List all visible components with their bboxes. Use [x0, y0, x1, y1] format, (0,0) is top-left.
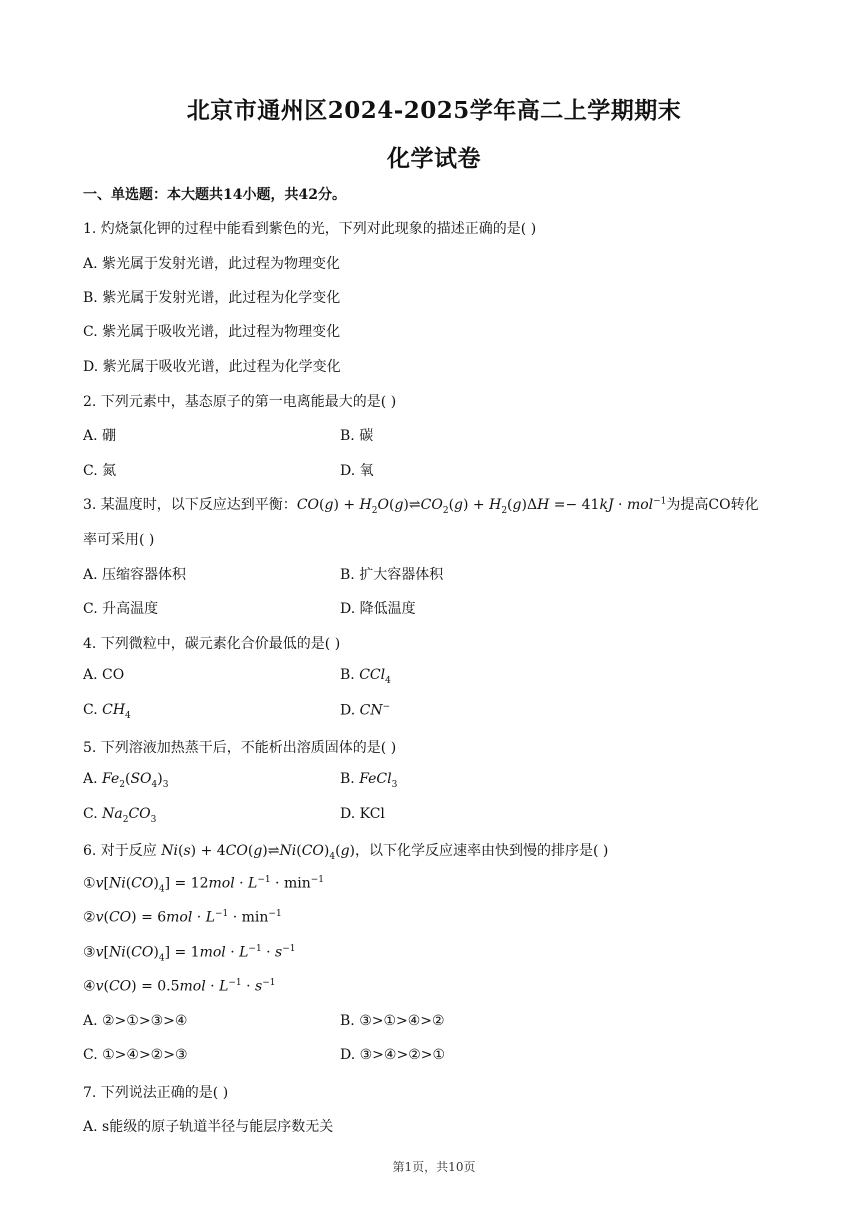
question-1-option-b: B. 紫光属于发射光谱，此过程为化学变化 [83, 290, 341, 306]
question-5-stem: 5. 下列溶液加热蒸干后，不能析出溶质固体的是( ) [83, 740, 397, 756]
question-6-option-c: C. ①>④>②>③ [83, 1047, 188, 1063]
question-6-stem-prefix: 6. 对于反应 [83, 843, 157, 859]
section-heading: 一、单选题：本大题共14小题，共42分。 [83, 187, 346, 203]
question-4-option-c: C. $CH_4$ [83, 702, 131, 721]
question-2-option-d: D. 氧 [340, 463, 374, 479]
question-6-stem: 6. 对于反应 $Ni(s) + 4CO(g)\rightleftharpoons Ni(CO)_4(g)$，以下化学反应速率由快到慢的排序是( ) [83, 843, 609, 862]
question-6-option-a: A. ②>①>③>④ [83, 1013, 188, 1029]
question-3-option-d: D. 降低温度 [340, 601, 416, 617]
question-3-option-c: C. 升高温度 [83, 601, 159, 617]
question-5-option-c: C. $Na_2CO_3$ [83, 806, 157, 825]
page-footer: 第1页，共10页 [392, 1160, 476, 1174]
question-1-option-c: C. 紫光属于吸收光谱，此过程为物理变化 [83, 324, 341, 340]
question-3-equation: $CO(g) + H_2O(g)\rightleftharpoons CO_2(g) + H_2(g)\Delta H =- 41kJ \cdot mol^{-1}$ [296, 496, 667, 516]
question-4-stem: 4. 下列微粒中，碳元素化合价最低的是( ) [83, 636, 341, 652]
question-5-option-b: B. FeCl$_3$ [340, 771, 398, 790]
question-2-option-b: B. 碳 [340, 428, 374, 444]
question-1-option-a: A. 紫光属于发射光谱，此过程为物理变化 [83, 256, 341, 272]
question-2-option-c: C. 氮 [83, 463, 117, 479]
question-5-option-a: A. $Fe_2(SO_4)_3$ [83, 771, 169, 790]
question-6-stem-suffix: ，以下化学反应速率由快到慢的排序是( ) [355, 843, 609, 859]
question-4-option-c-label: C. [83, 702, 103, 718]
question-5-option-d: D. KCl [340, 806, 385, 822]
question-2-option-a: A. 硼 [83, 428, 117, 444]
rate-3-marker: ③ [83, 944, 96, 961]
question-3-stem-line2: 率可采用( ) [83, 532, 155, 548]
question-2-stem: 2. 下列元素中，基态原子的第一电离能最大的是( ) [83, 394, 397, 410]
question-5-option-c-label: C. [83, 806, 103, 822]
question-3-stem-prefix: 3. 某温度时，以下反应达到平衡： [83, 497, 297, 513]
question-5-option-b-label: B. [340, 771, 360, 787]
question-5-option-a-label: A. [83, 771, 103, 787]
question-4-option-b: B. CCl$_4$ [340, 667, 391, 686]
question-7-option-a: A. s能级的原子轨道半径与能层序数无关 [83, 1119, 334, 1135]
question-4-option-d-label: D. [340, 702, 360, 719]
question-3-option-b: B. 扩大容器体积 [340, 567, 444, 583]
question-6-rate-2: ②v(CO) = $6mol \cdot L^{-1} \cdot \min^{-1}$ [83, 909, 282, 926]
question-6-option-b: B. ③>①>④>② [340, 1013, 445, 1029]
rate-1-marker: ① [83, 875, 96, 892]
question-3-stem-suffix: 为提高CO转化 [666, 497, 759, 513]
question-4-option-b-label: B. [340, 667, 360, 683]
question-4-option-a: A. CO [83, 667, 125, 683]
rate-4-marker: ④ [83, 978, 96, 995]
question-6-rate-3: $③v[Ni(CO)_4] = 1mol \cdot L^{-1} \cdot s^{-1}$ [83, 944, 296, 964]
exam-subtitle: 化学试卷 [387, 145, 481, 172]
question-6-option-d: D. ③>④>②>① [340, 1047, 446, 1063]
question-1-stem: 1. 灼烧氯化钾的过程中能看到紫色的光，下列对此现象的描述正确的是( ) [83, 221, 537, 237]
question-3-option-a: A. 压缩容器体积 [83, 567, 187, 583]
question-6-rate-1: $①v[Ni(CO)_4] = 12mol \cdot L^{-1} \cdot \min^{-1}$ [83, 875, 325, 895]
question-1-option-d: D. 紫光属于吸收光谱，此过程为化学变化 [83, 359, 341, 375]
rate-2-marker: ② [83, 909, 96, 926]
exam-title: 北京市通州区2024-2025学年高二上学期期末 [186, 97, 682, 124]
question-4-option-d: D. CN− [340, 702, 391, 719]
question-6-rate-4: ④v(CO) = $0.5mol \cdot L^{-1} \cdot s^{-1}$ [83, 978, 276, 995]
question-7-stem: 7. 下列说法正确的是( ) [83, 1085, 229, 1101]
question-3-stem [83, 494, 759, 516]
